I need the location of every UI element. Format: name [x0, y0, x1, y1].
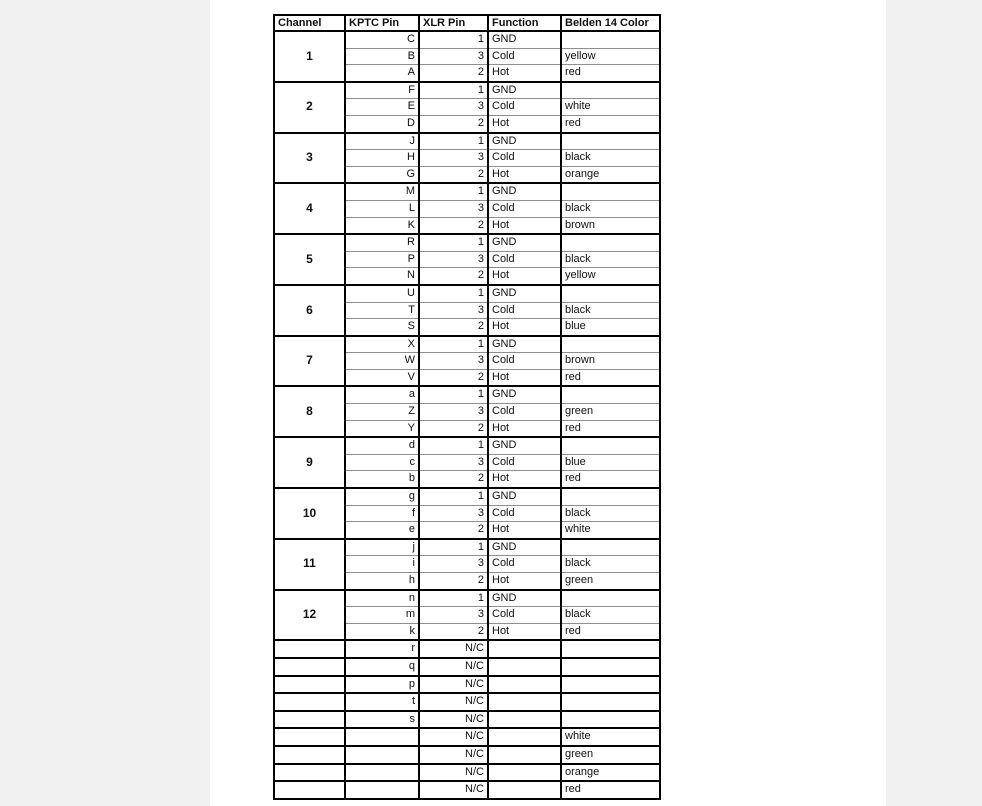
xlr-pin-cell: 2 [419, 268, 488, 285]
function-cell: Cold [488, 150, 561, 167]
kptc-pin-cell: b [345, 471, 419, 488]
channel-cell: 10 [274, 488, 345, 539]
color-cell: white [561, 99, 660, 116]
nc-table-row [274, 658, 660, 676]
xlr-pin-cell: 3 [419, 251, 488, 268]
function-cell: GND [488, 183, 561, 200]
table-row [274, 285, 660, 302]
color-cell: black [561, 251, 660, 268]
channel-cell: 12 [274, 590, 345, 641]
color-cell [561, 676, 660, 694]
nc-table-row [274, 676, 660, 694]
xlr-pin-cell: N/C [419, 640, 488, 658]
channel-cell: 11 [274, 539, 345, 590]
color-cell [561, 133, 660, 150]
color-cell: red [561, 781, 660, 799]
xlr-pin-cell: 1 [419, 386, 488, 403]
kptc-pin-cell: B [345, 48, 419, 65]
kptc-pin-cell: T [345, 302, 419, 319]
header-cell-kptc-pin: KPTC Pin [345, 15, 419, 31]
kptc-pin-cell: D [345, 115, 419, 132]
kptc-pin-cell: f [345, 505, 419, 522]
xlr-pin-cell: 3 [419, 607, 488, 624]
kptc-pin-cell: a [345, 386, 419, 403]
xlr-pin-cell: N/C [419, 711, 488, 729]
xlr-pin-cell: 2 [419, 573, 488, 590]
xlr-pin-cell: 1 [419, 488, 488, 505]
color-cell: red [561, 471, 660, 488]
kptc-pin-cell: R [345, 234, 419, 251]
function-cell: Cold [488, 302, 561, 319]
xlr-pin-cell: N/C [419, 676, 488, 694]
xlr-pin-cell: 3 [419, 150, 488, 167]
function-cell [488, 728, 561, 746]
function-cell: GND [488, 488, 561, 505]
xlr-pin-cell: 1 [419, 31, 488, 48]
function-cell: Hot [488, 369, 561, 386]
xlr-pin-cell: N/C [419, 781, 488, 799]
header-cell-function: Function [488, 15, 561, 31]
kptc-pin-cell: K [345, 217, 419, 234]
nc-table-row [274, 640, 660, 658]
color-cell [561, 386, 660, 403]
kptc-pin-cell: S [345, 319, 419, 336]
function-cell: GND [488, 133, 561, 150]
function-cell: Hot [488, 65, 561, 82]
header-cell-channel: Channel [274, 15, 345, 31]
channel-cell: 8 [274, 386, 345, 437]
channel-cell [274, 746, 345, 764]
color-cell: red [561, 369, 660, 386]
xlr-pin-cell: 2 [419, 217, 488, 234]
kptc-pin-cell [345, 781, 419, 799]
function-cell: GND [488, 437, 561, 454]
xlr-pin-cell: 2 [419, 319, 488, 336]
kptc-pin-cell: E [345, 99, 419, 116]
table-row [274, 590, 660, 607]
channel-cell [274, 693, 345, 711]
color-cell: green [561, 573, 660, 590]
color-cell: black [561, 200, 660, 217]
function-cell: Hot [488, 420, 561, 437]
color-cell: red [561, 115, 660, 132]
xlr-pin-cell: 2 [419, 166, 488, 183]
channel-cell: 9 [274, 437, 345, 488]
color-cell: brown [561, 353, 660, 370]
kptc-pin-cell: H [345, 150, 419, 167]
channel-cell [274, 781, 345, 799]
color-cell: black [561, 150, 660, 167]
kptc-pin-cell: N [345, 268, 419, 285]
color-cell [561, 285, 660, 302]
function-cell: GND [488, 285, 561, 302]
xlr-pin-cell: 2 [419, 65, 488, 82]
nc-table-row [274, 728, 660, 746]
xlr-pin-cell: 1 [419, 82, 488, 99]
kptc-pin-cell: r [345, 640, 419, 658]
channel-cell [274, 728, 345, 746]
table-row [274, 539, 660, 556]
function-cell: GND [488, 539, 561, 556]
channel-cell [274, 764, 345, 782]
color-cell: green [561, 746, 660, 764]
xlr-pin-cell: 2 [419, 522, 488, 539]
kptc-pin-cell: d [345, 437, 419, 454]
nc-table-row [274, 746, 660, 764]
kptc-pin-cell: g [345, 488, 419, 505]
kptc-pin-cell: q [345, 658, 419, 676]
kptc-pin-cell: C [345, 31, 419, 48]
kptc-pin-cell: U [345, 285, 419, 302]
function-cell: Hot [488, 166, 561, 183]
xlr-pin-cell: N/C [419, 764, 488, 782]
kptc-pin-cell: L [345, 200, 419, 217]
function-cell: Cold [488, 353, 561, 370]
table-row [274, 336, 660, 353]
xlr-pin-cell: 3 [419, 353, 488, 370]
function-cell: GND [488, 31, 561, 48]
xlr-pin-cell: 2 [419, 115, 488, 132]
xlr-pin-cell: 1 [419, 234, 488, 251]
document-page [210, 0, 886, 806]
xlr-pin-cell: N/C [419, 746, 488, 764]
color-cell: red [561, 420, 660, 437]
header-cell-belden-color: Belden 14 Color [561, 15, 660, 31]
xlr-pin-cell: 3 [419, 302, 488, 319]
table-row [274, 133, 660, 150]
function-cell: Cold [488, 251, 561, 268]
kptc-pin-cell: t [345, 693, 419, 711]
color-cell: green [561, 404, 660, 421]
channel-cell: 2 [274, 82, 345, 133]
channel-cell [274, 658, 345, 676]
function-cell: Cold [488, 404, 561, 421]
table-row [274, 437, 660, 454]
color-cell: black [561, 607, 660, 624]
xlr-pin-cell: 3 [419, 48, 488, 65]
kptc-pin-cell: n [345, 590, 419, 607]
function-cell: Cold [488, 556, 561, 573]
function-cell: Cold [488, 99, 561, 116]
kptc-pin-cell: W [345, 353, 419, 370]
kptc-pin-cell: e [345, 522, 419, 539]
color-cell: yellow [561, 268, 660, 285]
table-row [274, 234, 660, 251]
color-cell: white [561, 522, 660, 539]
kptc-pin-cell: M [345, 183, 419, 200]
color-cell: brown [561, 217, 660, 234]
kptc-pin-cell: c [345, 454, 419, 471]
kptc-pin-cell: F [345, 82, 419, 99]
function-cell [488, 640, 561, 658]
table-row [274, 31, 660, 48]
channel-cell: 1 [274, 31, 345, 82]
color-cell [561, 539, 660, 556]
xlr-pin-cell: 2 [419, 369, 488, 386]
table-row [274, 488, 660, 505]
function-cell [488, 764, 561, 782]
xlr-pin-cell: 3 [419, 505, 488, 522]
color-cell [561, 82, 660, 99]
function-cell: Hot [488, 573, 561, 590]
xlr-pin-cell: 3 [419, 556, 488, 573]
kptc-pin-cell: p [345, 676, 419, 694]
kptc-pin-cell [345, 746, 419, 764]
function-cell [488, 781, 561, 799]
xlr-pin-cell: 3 [419, 454, 488, 471]
color-cell [561, 488, 660, 505]
kptc-pin-cell: V [345, 369, 419, 386]
xlr-pin-cell: 1 [419, 590, 488, 607]
channel-cell: 3 [274, 133, 345, 184]
channel-cell: 6 [274, 285, 345, 336]
kptc-pin-cell [345, 764, 419, 782]
function-cell: Hot [488, 319, 561, 336]
xlr-pin-cell: 1 [419, 539, 488, 556]
color-cell [561, 437, 660, 454]
xlr-pin-cell: N/C [419, 658, 488, 676]
channel-cell [274, 640, 345, 658]
xlr-pin-cell: N/C [419, 728, 488, 746]
color-cell: blue [561, 454, 660, 471]
color-cell: white [561, 728, 660, 746]
channel-cell [274, 711, 345, 729]
nc-table-row [274, 693, 660, 711]
color-cell [561, 183, 660, 200]
kptc-pin-cell: J [345, 133, 419, 150]
kptc-pin-cell: Y [345, 420, 419, 437]
color-cell: orange [561, 764, 660, 782]
function-cell [488, 676, 561, 694]
xlr-pin-cell: N/C [419, 693, 488, 711]
color-cell [561, 658, 660, 676]
wiring-table-body [274, 31, 660, 799]
kptc-pin-cell: j [345, 539, 419, 556]
table-row [274, 82, 660, 99]
kptc-pin-cell: k [345, 623, 419, 640]
color-cell: red [561, 65, 660, 82]
function-cell: GND [488, 82, 561, 99]
function-cell: Hot [488, 115, 561, 132]
channel-cell [274, 676, 345, 694]
kptc-pin-cell: i [345, 556, 419, 573]
function-cell: Hot [488, 522, 561, 539]
function-cell: GND [488, 234, 561, 251]
channel-cell: 4 [274, 183, 345, 234]
color-cell: yellow [561, 48, 660, 65]
function-cell: GND [488, 336, 561, 353]
xlr-pin-cell: 2 [419, 471, 488, 488]
channel-cell: 5 [274, 234, 345, 285]
header-row [274, 15, 660, 31]
function-cell: Hot [488, 471, 561, 488]
xlr-pin-cell: 1 [419, 336, 488, 353]
color-cell: red [561, 623, 660, 640]
function-cell: Hot [488, 217, 561, 234]
color-cell: black [561, 302, 660, 319]
function-cell: GND [488, 386, 561, 403]
function-cell [488, 746, 561, 764]
function-cell [488, 658, 561, 676]
color-cell [561, 31, 660, 48]
nc-table-row [274, 764, 660, 782]
function-cell [488, 711, 561, 729]
color-cell: black [561, 505, 660, 522]
xlr-pin-cell: 1 [419, 437, 488, 454]
color-cell: blue [561, 319, 660, 336]
function-cell: Cold [488, 48, 561, 65]
xlr-pin-cell: 2 [419, 420, 488, 437]
function-cell [488, 693, 561, 711]
color-cell [561, 590, 660, 607]
xlr-pin-cell: 1 [419, 183, 488, 200]
function-cell: GND [488, 590, 561, 607]
wiring-table [273, 14, 661, 800]
channel-cell: 7 [274, 336, 345, 387]
function-cell: Cold [488, 454, 561, 471]
color-cell [561, 640, 660, 658]
kptc-pin-cell: m [345, 607, 419, 624]
kptc-pin-cell: X [345, 336, 419, 353]
kptc-pin-cell: h [345, 573, 419, 590]
color-cell: orange [561, 166, 660, 183]
color-cell [561, 711, 660, 729]
function-cell: Cold [488, 607, 561, 624]
table-row [274, 386, 660, 403]
kptc-pin-cell: s [345, 711, 419, 729]
nc-table-row [274, 711, 660, 729]
color-cell [561, 336, 660, 353]
xlr-pin-cell: 3 [419, 99, 488, 116]
kptc-pin-cell: P [345, 251, 419, 268]
function-cell: Cold [488, 200, 561, 217]
xlr-pin-cell: 3 [419, 404, 488, 421]
color-cell: black [561, 556, 660, 573]
function-cell: Hot [488, 268, 561, 285]
kptc-pin-cell: Z [345, 404, 419, 421]
function-cell: Cold [488, 505, 561, 522]
color-cell [561, 234, 660, 251]
xlr-pin-cell: 2 [419, 623, 488, 640]
header-cell-xlr-pin: XLR Pin [419, 15, 488, 31]
nc-table-row [274, 781, 660, 799]
kptc-pin-cell [345, 728, 419, 746]
color-cell [561, 693, 660, 711]
kptc-pin-cell: A [345, 65, 419, 82]
xlr-pin-cell: 1 [419, 133, 488, 150]
xlr-pin-cell: 1 [419, 285, 488, 302]
function-cell: Hot [488, 623, 561, 640]
xlr-pin-cell: 3 [419, 200, 488, 217]
table-row [274, 183, 660, 200]
kptc-pin-cell: G [345, 166, 419, 183]
